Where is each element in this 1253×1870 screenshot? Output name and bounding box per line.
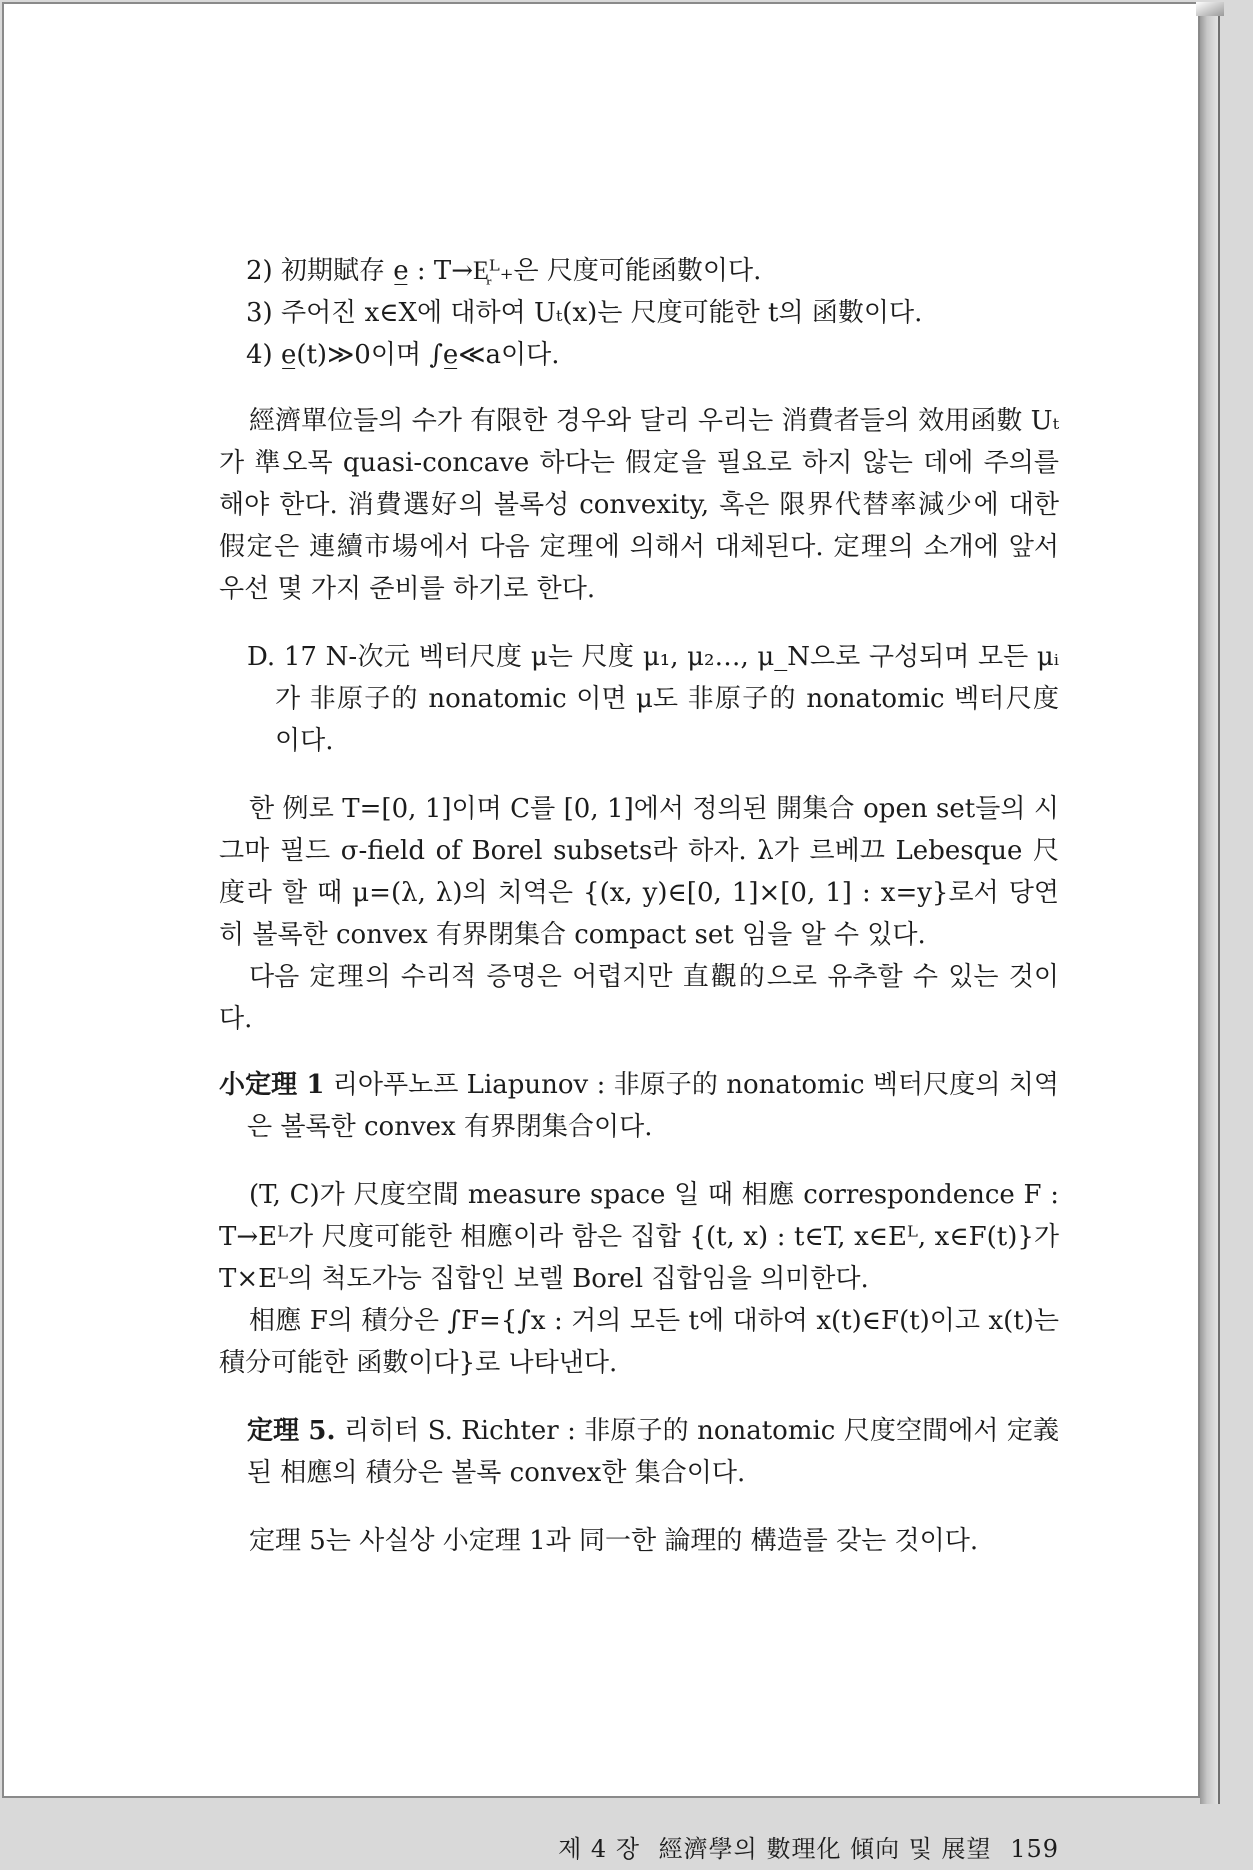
page-body — [219, 250, 1060, 1863]
paragraph: 다음 定理의 수리적 증명은 어렵지만 直觀的으로 유추할 수 있는 것이다. — [219, 962, 1059, 1034]
paragraph: (T, C)가 尺度空間 measure space 일 때 相應 correspondence F : T→Eᴸ가 尺度可能한 相應이라 함은 집합 {(t, x) : t∈T, x∈Eᴸ, x∈F(t)}가 T×Eᴸ의 척도가능 집합인 보렐 Borel 집합임을 의미한다. — [219, 1180, 1059, 1294]
footer-chapter: 제 4 장 — [558, 1835, 641, 1863]
page-edge-shadow — [1200, 10, 1220, 1804]
list-item: 2) 初期賦存 e̲ : T→E᷊ᴸ₊은 尺度可能函數이다. — [246, 256, 762, 286]
book-page — [2, 2, 1200, 1863]
running-footer — [548, 1828, 1059, 1870]
theorem-text: 리히터 S. Richter : 非原子的 nonatomic 尺度空間에서 定義된 相應의 積分은 볼록 convex한 集合이다. — [247, 1416, 1059, 1488]
paragraph: 相應 F의 積分은 ∫F={∫x : 거의 모든 t에 대하여 x(t)∈F(t)이고 x(t)는 積分可能한 函數이다}로 나타낸다. — [219, 1306, 1059, 1378]
list-item: 4) e̲(t)≫0이며 ∫e̲≪a이다. — [246, 340, 560, 370]
definition-text: N-次元 벡터尺度 μ는 尺度 μ₁, μ₂…, μ_N으로 구성되며 모든 μᵢ가 非原子的 nonatomic 이면 μ도 非原子的 nonatomic 벡터尺度이다. — [275, 642, 1059, 756]
paragraph: 定理 5는 사실상 小定理 1과 同一한 論理的 構造를 갖는 것이다. — [249, 1526, 979, 1556]
paragraph: 經濟單位들의 수가 有限한 경우와 달리 우리는 消費者들의 效用函數 Uₜ가 準오목 quasi-concave 하다는 假定을 필요로 하지 않는 데에 주의를 해야 한다. 消費選好의 볼록성 convexity, 혹은 限界代替率減少에 대한 假定은 連續市場에서 다음 定理에 의해서 대체된다. 定理의 소개에 앞서 우선 몇 가지 준비를 하기로 한다. — [219, 406, 1059, 604]
definition-block — [219, 636, 1059, 762]
paragraph: 한 例로 T=[0, 1]이며 C를 [0, 1]에서 정의된 開集合 open set들의 시그마 필드 σ-field of Borel subsets라 하자. λ가 르베끄 Lebesque 尺度라 할 때 μ=(λ, λ)의 치역은 {(x, y)∈[0, 1]×[0, 1] : x=y}로서 당연히 볼록한 convex 有界閉集合 compact set 임을 알 수 있다. — [219, 794, 1059, 950]
definition-label: D. 17 — [247, 642, 317, 672]
page-number: 159 — [1010, 1835, 1059, 1863]
theorem-block — [219, 1410, 1059, 1494]
lemma-label: 小定理 1 — [219, 1070, 325, 1100]
theorem-label: 定理 5. — [247, 1416, 336, 1446]
list-item: 3) 주어진 x∈X에 대하여 Uₜ(x)는 尺度可能한 t의 函數이다. — [246, 298, 923, 328]
lemma-block — [219, 1064, 1059, 1148]
lemma-text: 리아푸노프 Liapunov : 非原子的 nonatomic 벡터尺度의 치역은 볼록한 convex 有界閉集合이다. — [247, 1070, 1060, 1142]
page-corner — [1196, 2, 1224, 16]
footer-title: 經濟學의 數理化 傾向 및 展望 — [658, 1835, 992, 1863]
